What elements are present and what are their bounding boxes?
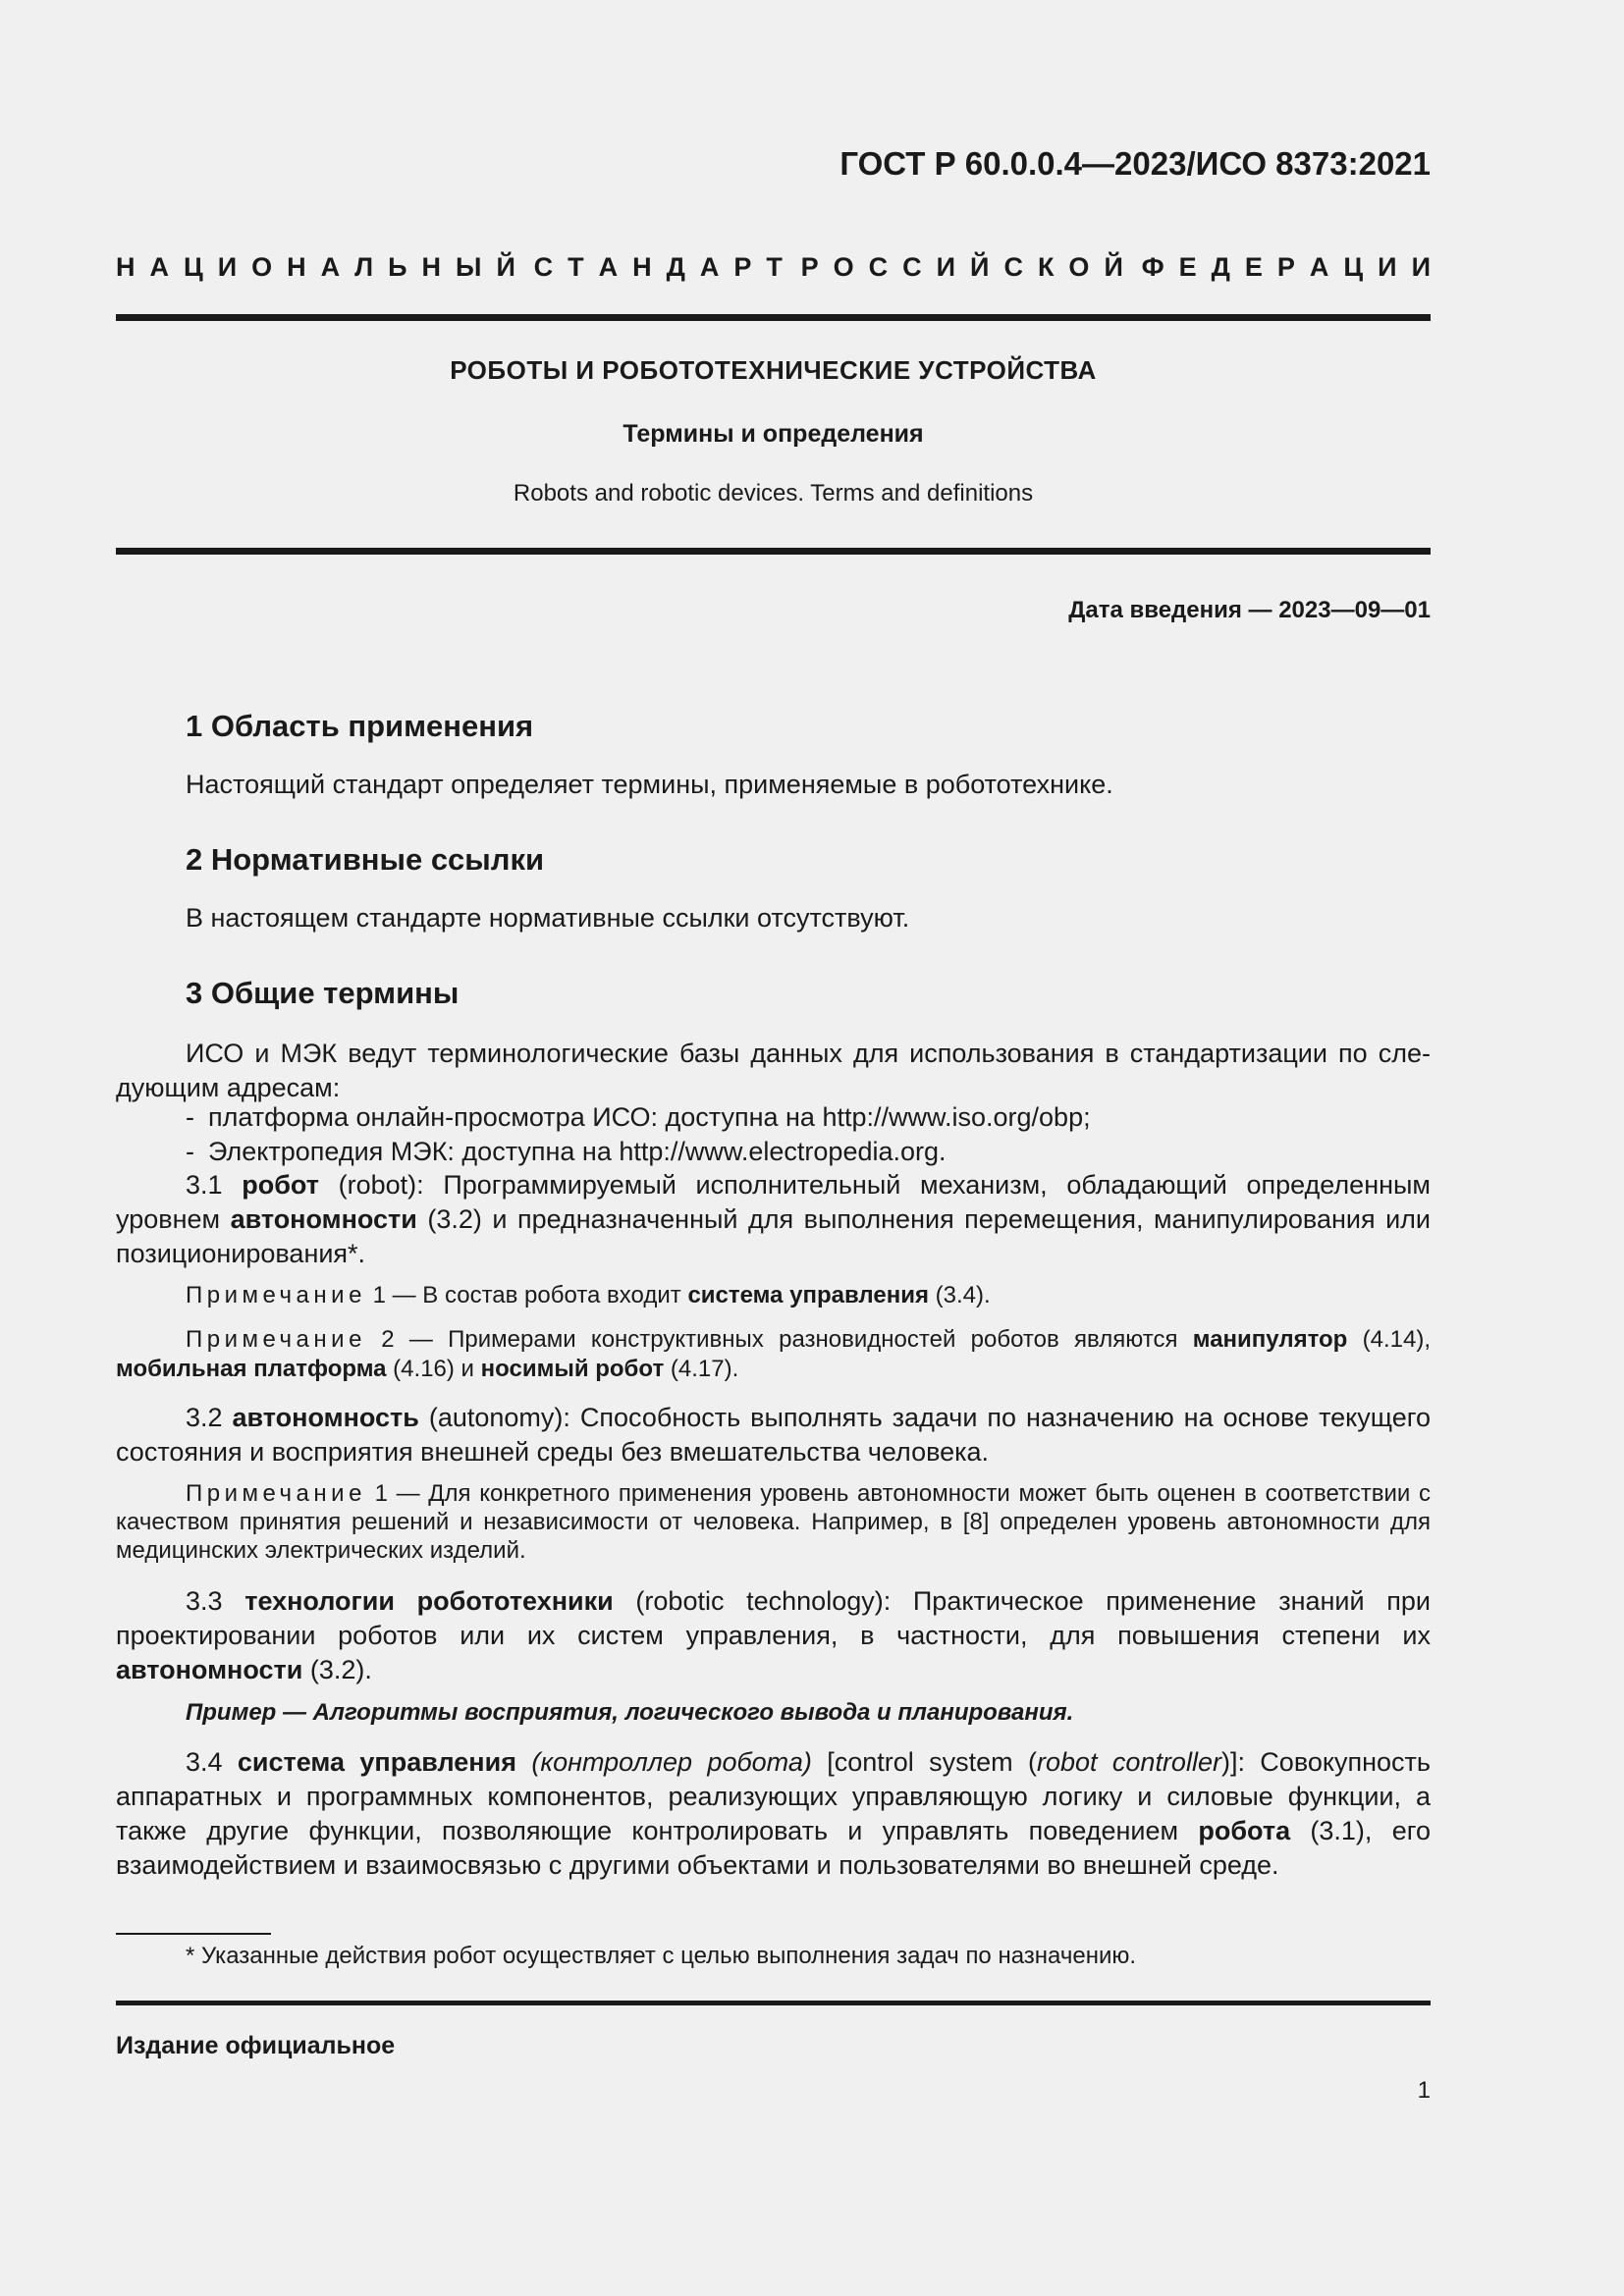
term-number: 3.3	[186, 1586, 245, 1616]
banner-letter: Е	[1244, 252, 1263, 282]
list-dash: -	[186, 1137, 194, 1166]
banner-letter: Т	[766, 252, 783, 282]
top-divider	[116, 314, 1431, 321]
term-definition: (autonomy): Способность выполнять задачи по назначению на основе текущего состояния и восприятия внешней среды без вмешательства человека.	[116, 1403, 1431, 1467]
banner-letter: И	[1378, 252, 1397, 282]
example-3-3: Пример — Алгоритмы восприятия, логического вывода и планирования.	[186, 1699, 1074, 1726]
banner-letter: И	[936, 252, 956, 282]
page-number: 1	[1417, 2077, 1431, 2104]
banner-letter: А	[699, 252, 720, 282]
banner-letter: С	[533, 252, 554, 282]
term-reference: автономности	[230, 1204, 417, 1234]
banner-letter: Е	[1178, 252, 1197, 282]
banner-word	[116, 252, 515, 283]
banner-letter: Л	[354, 252, 374, 282]
note-term: носимый робот	[480, 1356, 665, 1382]
section-heading-scope: 1 Область применения	[186, 709, 534, 743]
term-english-synonym: robot controller	[1037, 1747, 1221, 1777]
banner-letter: К	[1037, 252, 1055, 282]
note-3-1-1	[186, 1281, 991, 1310]
note-text: (4.17).	[664, 1356, 739, 1382]
footnote: * Указанные действия робот осуществляет с целью выполнения задач по назначению.	[186, 1943, 1137, 1969]
banner-letter: С	[868, 252, 889, 282]
banner-letter: Н	[632, 252, 652, 282]
note-text: 1 — В состав робота входит	[365, 1282, 688, 1308]
banner-letter: А	[598, 252, 619, 282]
list-item	[186, 1100, 1091, 1135]
list-dash: -	[186, 1102, 194, 1132]
term-name: технологии робототехники	[244, 1586, 614, 1616]
term-number: 3.1	[186, 1170, 243, 1200]
term-number: 3.4	[186, 1747, 238, 1777]
english-title: Robots and robotic devices. Terms and definitions	[513, 480, 1034, 507]
banner-letter: Ь	[388, 252, 407, 282]
scope-text: Настоящий стандарт определяет термины, применяемые в робототехнике.	[186, 770, 1113, 799]
banner-letter: Ц	[184, 252, 203, 282]
banner-letter: Н	[421, 252, 442, 282]
banner-letter: Н	[116, 252, 135, 282]
national-standard-banner	[116, 252, 1431, 283]
note-term: система управления	[687, 1282, 929, 1308]
term-definition-rest: (3.2) и предназначенный для выполнения перемещения, манипулирования или позиционирования*.	[116, 1204, 1431, 1268]
term-3-1	[116, 1168, 1431, 1271]
title-divider	[116, 548, 1431, 555]
banner-letter: О	[251, 252, 273, 282]
banner-letter: А	[320, 252, 341, 282]
note-3-2-1	[116, 1479, 1431, 1565]
banner-letter: Й	[1104, 252, 1123, 282]
banner-letter: Н	[287, 252, 306, 282]
banner-letter: Ы	[456, 252, 482, 282]
banner-letter: Т	[568, 252, 584, 282]
term-3-3	[116, 1584, 1431, 1687]
banner-letter: Ц	[1343, 252, 1364, 282]
banner-letter: Д	[666, 252, 685, 282]
term-number: 3.2	[186, 1403, 233, 1432]
banner-word	[1142, 252, 1431, 283]
note-text-rest: (3.4).	[928, 1282, 991, 1308]
term-definition: (robot): Программируемый исполнительный механизм, обладающий определенным уровнем	[116, 1170, 1431, 1234]
term-3-2	[116, 1401, 1431, 1469]
section-heading-general-terms: 3 Общие термины	[186, 976, 460, 1010]
banner-word	[801, 252, 1123, 283]
banner-letter: Й	[970, 252, 990, 282]
banner-letter: Р	[800, 252, 819, 282]
banner-letter: Р	[1276, 252, 1295, 282]
document-page	[116, 0, 1431, 2296]
banner-letter: Р	[733, 252, 752, 282]
banner-letter: И	[1411, 252, 1431, 282]
banner-letter: С	[1003, 252, 1023, 282]
term-definition: )]: Совокупность аппаратных и программных компонентов, реализующих управляющую логику и силовые функции, а также другие функции, позволяющие контролировать и управлять поведением	[116, 1747, 1431, 1845]
banner-letter: И	[217, 252, 238, 282]
note-text: 2 — Примерами конструктивных разновидностей роботов являются	[365, 1326, 1193, 1353]
banner-letter: О	[833, 252, 854, 282]
banner-letter: А	[1309, 252, 1329, 282]
note-text: 1 — Для конкретного применения уровень автономности может быть оценен в соответствии с качеством принятия решений и независимости от человека. Например, в [8] определен уровень автономности для медицинских электрических изделий.	[116, 1480, 1431, 1564]
term-definition-rest: (3.2).	[302, 1655, 372, 1684]
list-item-text: платформа онлайн-просмотра ИСО: доступна на http://www.iso.org/obp;	[208, 1102, 1091, 1132]
bottom-divider	[116, 2001, 1431, 2005]
note-term: мобильная платформа	[116, 1356, 387, 1382]
term-name: робот	[242, 1170, 319, 1200]
official-edition-label: Издание официальное	[116, 2032, 396, 2059]
note-text: (4.16) и	[386, 1356, 481, 1382]
term-3-4	[116, 1745, 1431, 1883]
term-synonym: (контроллер робота)	[515, 1747, 812, 1777]
note-3-1-2	[116, 1325, 1431, 1384]
banner-letter: Й	[496, 252, 515, 282]
note-label: Примечание	[186, 1480, 366, 1507]
term-name: автономность	[232, 1403, 419, 1432]
introduction-date: Дата введения — 2023—09—01	[1068, 597, 1431, 623]
banner-letter: Д	[1211, 252, 1230, 282]
banner-word	[534, 252, 783, 283]
standard-title: РОБОТЫ И РОБОТОТЕХНИЧЕСКИЕ УСТРОЙСТВА	[450, 355, 1097, 385]
note-text: (4.14),	[1347, 1326, 1432, 1353]
section-heading-references: 2 Нормативные ссылки	[186, 842, 545, 877]
standard-subtitle: Термины и определения	[623, 420, 924, 448]
note-label: Примечание	[186, 1282, 366, 1308]
note-term: манипулятор	[1192, 1326, 1348, 1353]
document-code: ГОСТ Р 60.0.0.4—2023/ИСО 8373:2021	[839, 145, 1431, 182]
term-reference: робота	[1198, 1816, 1291, 1845]
banner-letter: О	[1068, 252, 1090, 282]
term-english: [control system (	[811, 1747, 1037, 1777]
terminology-intro: ИСО и МЭК ведут терминологические базы данных для использования в стандартизации по сле-дующим адресам:	[116, 1039, 1431, 1102]
footnote-divider	[116, 1933, 271, 1935]
note-label: Примечание	[186, 1326, 366, 1353]
term-reference: автономности	[116, 1655, 303, 1684]
list-item	[186, 1135, 947, 1169]
banner-letter: С	[902, 252, 922, 282]
term-definition: (robotic technology): Практическое применение знаний при проектировании роботов или их систем управления, в частности, для повышения степени их	[116, 1586, 1431, 1650]
term-name: система управления	[237, 1747, 516, 1777]
references-text: В настоящем стандарте нормативные ссылки отсутствуют.	[186, 903, 910, 933]
term-definition-rest: (3.1), его взаимодействием и взаимосвязью с другими объектами и пользователями во внешней среде.	[116, 1816, 1431, 1880]
list-item-text: Электропедия МЭК: доступна на http://www.electropedia.org.	[208, 1137, 947, 1166]
banner-letter: А	[149, 252, 169, 282]
banner-letter: Ф	[1141, 252, 1164, 282]
